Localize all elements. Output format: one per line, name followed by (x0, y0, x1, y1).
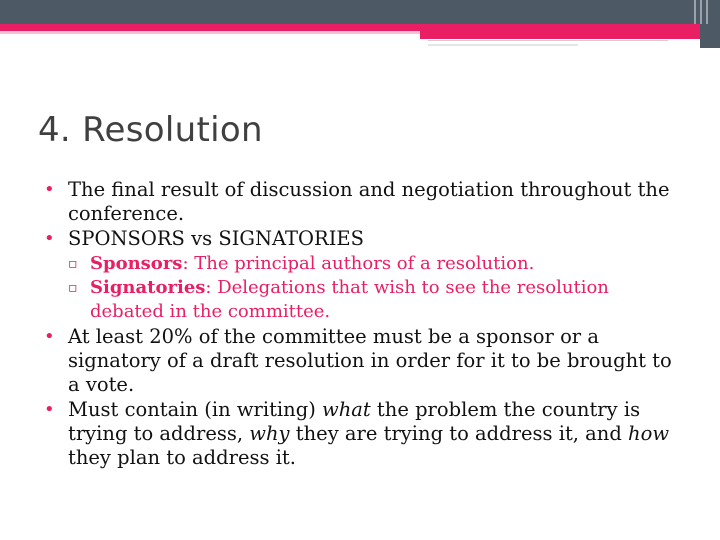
bullet-list (38, 178, 678, 471)
square-bullet-icon: ▫ (68, 280, 78, 296)
term-signatories: Signatories (90, 277, 206, 298)
bullet-text: At least 20% of the committee must be a sponsor or a signatory of a draft resolution in order for it to be brought to a vote. (68, 325, 672, 396)
term-definition: : The principal authors of a resolution. (182, 253, 535, 274)
header-corner (700, 24, 720, 48)
dot-bullet-icon: • (44, 399, 55, 420)
bullet-text: SPONSORS vs SIGNATORIES (68, 227, 365, 250)
header-stripe (694, 0, 696, 24)
header-stripe (706, 0, 708, 24)
decor-line (428, 44, 578, 46)
header-stripe (700, 0, 702, 24)
dot-bullet-icon: • (44, 179, 55, 200)
slide-title: 4. Resolution (38, 110, 263, 150)
square-bullet-icon: ▫ (68, 256, 78, 272)
accent-band (0, 24, 720, 31)
accent-band-right (420, 31, 720, 39)
bullet-item (38, 227, 678, 251)
bullet-item (38, 398, 678, 470)
bullet-text-part: they are trying to address it, and (289, 422, 629, 445)
emphasis-what: what (322, 398, 371, 421)
term-sponsors: Sponsors (90, 253, 183, 274)
sub-bullet-item (38, 252, 678, 276)
bullet-text-part: Must contain (in writing) (68, 398, 323, 421)
sub-bullet-item (38, 276, 678, 324)
term-definition: : Delegations that wish to see the resolution debated in the committee. (90, 277, 609, 322)
dot-bullet-icon: • (44, 228, 55, 249)
bullet-text: The final result of discussion and negotiation throughout the conference. (68, 178, 670, 225)
emphasis-why: why (249, 422, 290, 445)
bullet-item (38, 325, 678, 397)
bullet-text-part: they plan to address it. (68, 446, 296, 469)
decor-line (428, 40, 668, 41)
bullet-text-part: the problem the country is trying to address, (68, 398, 641, 445)
bullet-item (38, 178, 678, 226)
emphasis-how: how (628, 422, 670, 445)
header-band (0, 0, 720, 24)
dot-bullet-icon: • (44, 326, 55, 347)
